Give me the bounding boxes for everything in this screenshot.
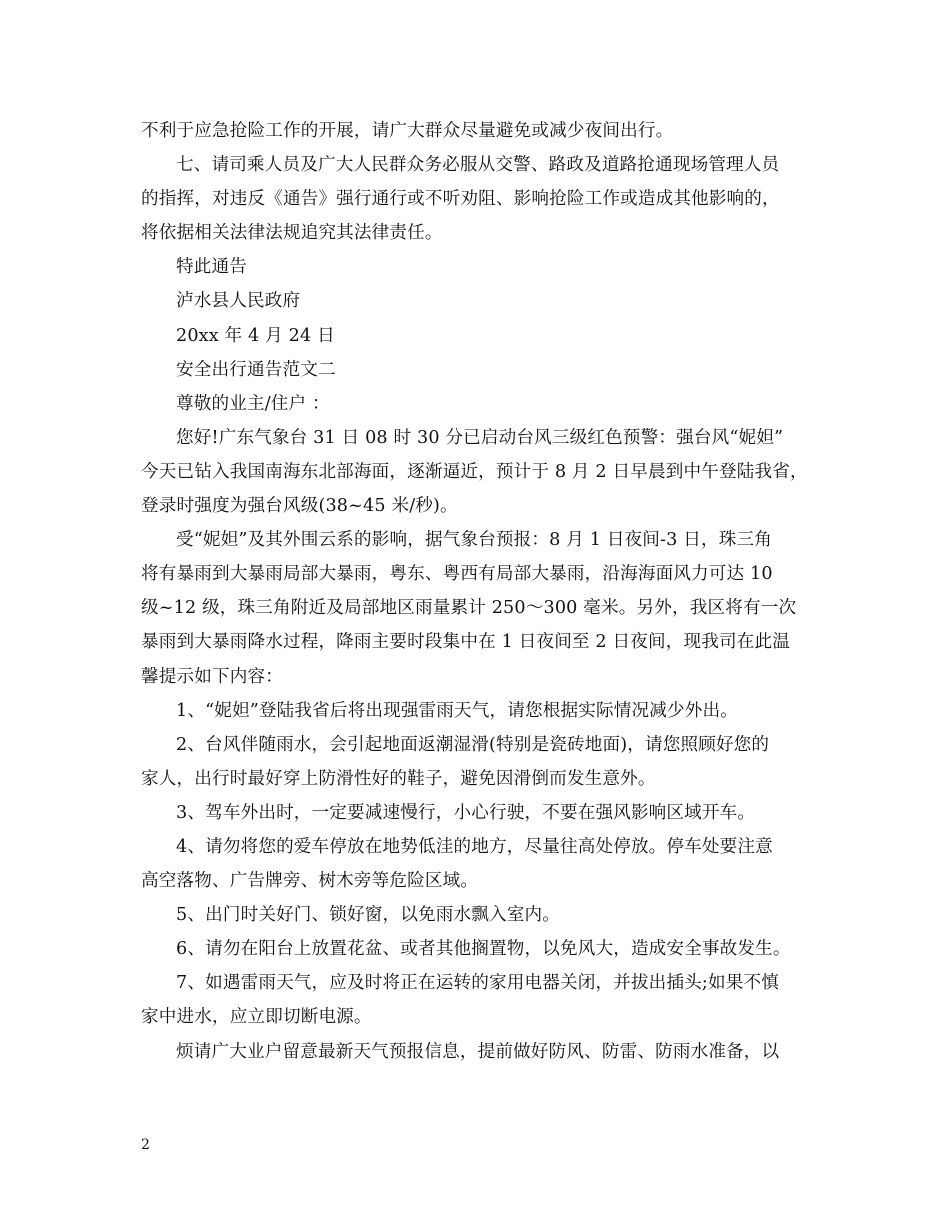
text-line: 高空落物、广告牌旁、树木旁等危险区域。	[141, 871, 479, 892]
text-line: 馨提示如下内容：	[141, 666, 283, 687]
text-line: 尊敬的业主/住户 ：	[176, 393, 330, 414]
text-line: 1、“妮妲”登陆我省后将出现强雷雨天气，请您根据实际情况减少外出。	[176, 700, 738, 721]
text-line: 泸水县人民政府	[176, 291, 301, 312]
text-line: 特此通告	[176, 257, 247, 278]
text-line: 安全出行通告范文二	[176, 359, 336, 380]
page-number: 2	[141, 1137, 150, 1153]
text-line: 的指挥，对违反《通告》强行通行或不听劝阻、影响抢险工作或造成其他影响的，	[141, 189, 780, 210]
text-line: 家人，出行时最好穿上防滑性好的鞋子，避免因滑倒而发生意外。	[141, 768, 656, 789]
text-line: 将有暴雨到大暴雨局部大暴雨，粤东、粤西有局部大暴雨，沿海海面风力可达 10	[141, 564, 773, 585]
text-line: 20xx 年 4 月 24 日	[176, 325, 335, 346]
text-line: 受“妮妲”及其外围云系的影响，据气象台预报：8 月 1 日夜间-3 日，珠三角	[176, 530, 772, 551]
text-line: 您好!广东气象台 31 日 08 时 30 分已启动台风三级红色预警：强台风“妮妲”	[176, 427, 784, 448]
text-line: 级~12 级，珠三角附近及局部地区雨量累计 250～300 毫米。另外，我区将有一次	[141, 598, 797, 619]
text-line: 七、请司乘人员及广大人民群众务必服从交警、路政及道路抢通现场管理人员	[176, 155, 780, 176]
document-body	[141, 114, 813, 1069]
text-line: 6、请勿在阳台上放置花盆、或者其他搁置物，以免风大，造成安全事故发生。	[176, 939, 791, 960]
text-line: 3、驾车外出时，一定要减速慢行，小心行驶，不要在强风影响区域开车。	[176, 802, 756, 823]
text-line: 5、出门时关好门、锁好窗，以免雨水飘入室内。	[176, 905, 560, 926]
text-line: 将依据相关法律法规追究其法律责任。	[141, 223, 443, 244]
text-line: 烦请广大业户留意最新天气预报信息，提前做好防风、防雷、防雨水准备，以	[176, 1041, 780, 1062]
text-line: 7、如遇雷雨天气，应及时将正在运转的家用电器关闭，并拔出插头;如果不慎	[176, 973, 779, 994]
text-line: 不利于应急抢险工作的开展，请广大群众尽量避免或减少夜间出行。	[141, 121, 674, 141]
text-line: 家中进水，应立即切断电源。	[141, 1007, 372, 1028]
text-line: 暴雨到大暴雨降水过程，降雨主要时段集中在 1 日夜间至 2 日夜间，现我司在此温	[141, 632, 790, 653]
text-line: 今天已钻入我国南海东北部海面，逐渐逼近，预计于 8 月 2 日早晨到中午登陆我省，	[141, 461, 808, 482]
text-line: 登录时强度为强台风级(38~45 米/秒)。	[141, 496, 458, 517]
text-line: 2、台风伴随雨水，会引起地面返潮湿滑(特别是瓷砖地面)，请您照顾好您的	[176, 734, 770, 755]
text-line: 4、请勿将您的爱车停放在地势低洼的地方，尽量往高处停放。停车处要注意	[176, 836, 773, 857]
